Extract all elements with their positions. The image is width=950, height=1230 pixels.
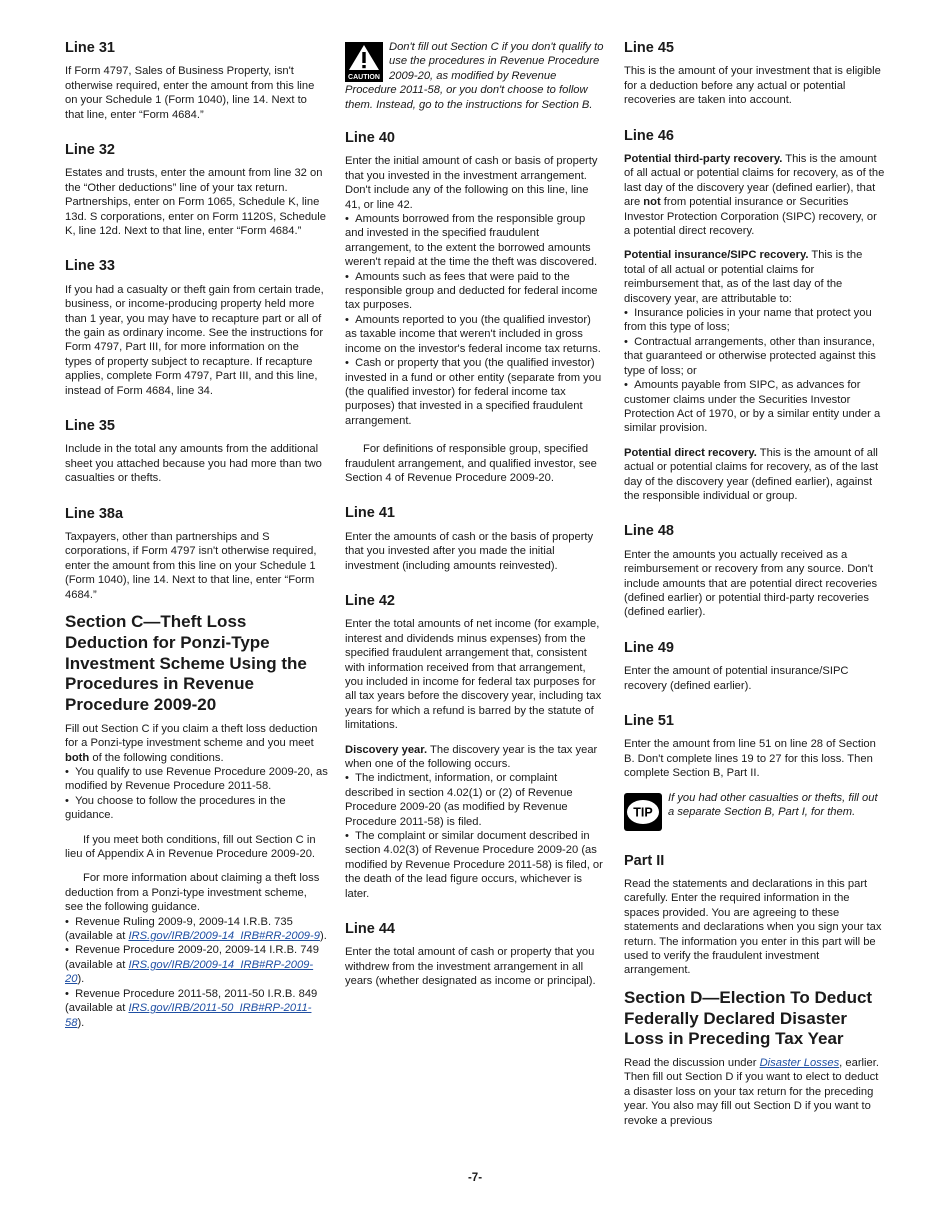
line-45-section xyxy=(624,40,886,108)
caution-icon xyxy=(345,42,383,82)
reference-end: ). xyxy=(77,973,85,986)
line-33-section xyxy=(65,258,328,398)
section-c-intro-end: of the following conditions. xyxy=(89,751,224,764)
caution-text: Don't fill out Section C if you don't qualify to use the procedures in Revenue Procedure 2009-20, as modified by Revenue Procedure 2011-58, or you don't choose to follow them. Instead, go to the instructions for Section B. xyxy=(345,41,604,111)
line-32-section xyxy=(65,142,328,238)
line-31-section xyxy=(65,40,328,122)
discovery-year-label: Discovery year. xyxy=(345,743,428,756)
section-c-intro-text: Fill out Section C if you claim a theft loss deduction for a Ponzi-type investment scheme and you meet xyxy=(65,722,318,750)
line-44-section xyxy=(345,921,605,989)
direct-recovery-para xyxy=(624,446,886,504)
column-1 xyxy=(65,40,328,1030)
reference-text: Revenue Procedure 2009-20, 2009-14 I.R.B. 749 (available at xyxy=(65,944,319,971)
section-c-heading: Section C—Theft Loss Deduction for Ponzi-Type Investment Scheme Using the Procedures in Revenue Procedure 2009-20 xyxy=(65,612,307,715)
line-40-definitions: For definitions of responsible group, specified fraudulent arrangement, and qualified investor, see Section 4 of Revenue Procedure 2009-20. xyxy=(345,443,597,484)
irb-link-rp-2011-58[interactable]: IRS.gov/IRB/2011-50_IRB#RP-2011-58 xyxy=(65,1002,312,1029)
line-32-heading: Line 32 xyxy=(65,142,115,159)
list-item: • The indictment, information, or complaint described in section 4.02(1) or (2) of Revenue Procedure 2009-20 (as modified by Revenue Procedure 2011-58) is filed. xyxy=(345,771,605,829)
reference-item xyxy=(65,987,328,1030)
line-49-text: Enter the amount of potential insurance/SIPC recovery (defined earlier). xyxy=(624,665,849,692)
line-31-heading: Line 31 xyxy=(65,40,115,56)
part-2-heading: Part II xyxy=(624,852,665,869)
caution-icon-label: CAUTION xyxy=(348,74,380,81)
line-51-section xyxy=(624,713,886,781)
tip-note xyxy=(624,791,886,831)
third-party-recovery-bold: not xyxy=(643,196,661,209)
list-item: • The complaint or similar document described in section 4.02(3) of Revenue Procedure 2009-20 (as modified by Revenue Procedure 2011-58) is filed, or the death of the lead figure occurs, whichever is later. xyxy=(345,829,605,901)
line-33-heading: Line 33 xyxy=(65,258,115,275)
direct-recovery-label: Potential direct recovery. xyxy=(624,446,757,459)
disaster-losses-link[interactable]: Disaster Losses xyxy=(759,1057,840,1070)
line-51-heading: Line 51 xyxy=(624,712,674,729)
line-33-text: If you had a casualty or theft gain from certain trade, business, or income-producing property held more than 1 year, you may have to recapture part or all of the gain as ordinary income. See the instructions for Form 4797, Part III, for more information on the types of property subject to recapture. If recapture applies, complete Form 4797, Part III, and this line, instead of Form 4684, line 34. xyxy=(65,283,324,397)
direct-recovery-text: This is the amount of all actual or potential claims for recovery, as of the last day of the discovery year (defined earlier), against the responsible individual or group. xyxy=(624,446,879,502)
line-40-text: Enter the initial amount of cash or basis of property that you invested in the investment arrangement. Don't include any of the following on this line, line 41, or line 42. xyxy=(345,155,598,211)
list-item: • Amounts reported to you (the qualified investor) as taxable income that weren't included in gross income on the investor's federal income tax returns. xyxy=(345,313,605,356)
reference-end: ). xyxy=(77,1016,85,1029)
tip-icon xyxy=(624,793,662,831)
discovery-year-para xyxy=(345,743,605,772)
tip-icon-label: TIP xyxy=(633,805,653,820)
reference-text: Revenue Procedure 2011-58, 2011-50 I.R.B. 849 (available at xyxy=(65,987,318,1015)
line-48-text: Enter the amounts you actually received as a reimbursement or recovery from any source. Don't include amounts that are potential direct recoveries (defined earlier) or potential third-party recoveries (defined earlier). xyxy=(624,548,878,619)
part-2-section xyxy=(624,853,886,978)
list-item: • Cash or property that you (the qualified investor) invested in a fund or other entity (separate from you (the qualified investor) for federal income tax purposes) that invested in a specified fraudulent arrangement. xyxy=(345,356,605,428)
line-40-section xyxy=(345,130,605,485)
discovery-year-text: The discovery year is the tax year when one of the following occurs. xyxy=(345,743,598,771)
section-c-intro xyxy=(65,722,328,765)
insurance-recovery-text: This is the total of all actual or potential claims for reimbursement that, as of the last day of the discovery year, are attributable to: xyxy=(624,249,863,305)
line-41-heading: Line 41 xyxy=(345,505,395,522)
column-2 xyxy=(345,40,605,1009)
line-35-text: Include in the total any amounts from the additional sheet you attached because you had more than two casualties or thefts. xyxy=(65,443,322,485)
line-46-heading: Line 46 xyxy=(624,127,674,144)
section-d-heading: Section D—Election To Deduct Federally Declared Disaster Loss in Preceding Tax Year xyxy=(624,987,873,1049)
line-35-heading: Line 35 xyxy=(65,418,115,435)
list-item: • You qualify to use Revenue Procedure 2009-20, as modified by Revenue Procedure 2011-58. xyxy=(65,765,328,794)
line-45-heading: Line 45 xyxy=(624,40,674,56)
list-item: • Amounts payable from SIPC, as advances for customer claims under the Securities Investor Protection Act of 1970, or by a similar entity under a similar provision. xyxy=(624,378,886,436)
insurance-recovery-para xyxy=(624,248,886,306)
irb-link-rr-2009-9[interactable]: IRS.gov/IRB/2009-14_IRB#RR-2009-9 xyxy=(128,930,320,943)
line-42-text: Enter the total amounts of net income (for example, interest and dividends minus expenses) from the specified fraudulent arrangement that, consistent with information received from that arrangement, you included in income for federal tax purposes for all tax years before the discovery year, including tax years for which a refund is barred by the statute of limitations. xyxy=(345,618,602,732)
line-44-text: Enter the total amount of cash or property that you withdrew from the investment arrangement in all years (whether designated as income or principal). xyxy=(345,946,596,988)
line-44-heading: Line 44 xyxy=(345,921,395,938)
reference-text: Revenue Ruling 2009-9, 2009-14 I.R.B. 735 (available at xyxy=(65,915,293,943)
line-41-section xyxy=(345,505,605,573)
line-38a-text: Taxpayers, other than partnerships and S corporations, if Form 4797 isn't otherwise required, enter the amount from this line on your Schedule 1 (Form 1040), line 14. Next to that line, enter “Form 4684.” xyxy=(65,531,317,601)
third-party-recovery-para xyxy=(624,152,886,238)
line-51-text: Enter the amount from line 51 on line 28 of Section B. Don't complete lines 19 to 27 for this loss. Then complete Section B, Part II. xyxy=(624,738,876,780)
line-46-section xyxy=(624,128,886,504)
reference-item xyxy=(65,915,328,944)
third-party-recovery-label: Potential third-party recovery. xyxy=(624,153,783,165)
list-item: • Contractual arrangements, other than insurance, that guaranteed or otherwise protected against this type of loss; or xyxy=(624,335,886,378)
section-d xyxy=(624,988,886,1128)
line-31-text: If Form 4797, Sales of Business Property, isn't otherwise required, enter the amount from this line on your Schedule 1 (Form 1040), line 14. Next to that line, enter “Form 4684.” xyxy=(65,65,315,121)
list-item: • You choose to follow the procedures in the guidance. xyxy=(65,794,328,823)
line-38a-heading: Line 38a xyxy=(65,505,124,522)
list-item: • Insurance policies in your name that protect you from this type of loss; xyxy=(624,306,886,335)
list-item: • Amounts such as fees that were paid to the responsible group and deducted for federal income tax purposes. xyxy=(345,270,605,313)
insurance-recovery-label: Potential insurance/SIPC recovery. xyxy=(624,249,809,262)
list-item: • Amounts borrowed from the responsible group and invested in the specified fraudulent arrangement, to the extent the borrowed amounts weren't repaid at the time the theft was discovered. xyxy=(345,212,605,270)
section-d-text-start: Read the discussion under xyxy=(624,1057,760,1070)
line-32-text: Estates and trusts, enter the amount from line 32 on the “Other deductions” line of your tax return. Partnerships, enter on Form 1065, Schedule K, line 13d. S corporations, enter on Form 1120S, Schedule K, line 12d. Next to that line, enter “Form 4684.” xyxy=(65,167,326,238)
section-d-text xyxy=(624,1056,886,1128)
caution-note xyxy=(345,40,605,112)
section-c-intro-bold: both xyxy=(65,751,90,764)
line-49-section xyxy=(624,640,886,693)
page-number: -7- xyxy=(467,1172,483,1184)
line-49-heading: Line 49 xyxy=(624,639,674,656)
reference-item xyxy=(65,943,328,986)
line-45-text: This is the amount of your investment that is eligible for a deduction before any actual or potential recoveries are taken into account. xyxy=(624,65,881,107)
line-48-heading: Line 48 xyxy=(624,523,674,540)
irb-link-rp-2009-20[interactable]: IRS.gov/IRB/2009-14_IRB#RP-2009-20 xyxy=(65,958,314,986)
part-2-text: Read the statements and declarations in this part carefully. Enter the required information in the spaces provided. You are agreeing to these statements and declarations when you sign your tax return. The information you enter in this part will be used to verify the fraudulent investment arrangement. xyxy=(624,877,882,977)
line-42-section xyxy=(345,593,605,901)
section-c xyxy=(65,612,328,1030)
line-35-section xyxy=(65,418,328,486)
line-42-heading: Line 42 xyxy=(345,592,395,609)
line-38a-section xyxy=(65,506,328,602)
line-41-text: Enter the amounts of cash or the basis of property that you invested after you made the initial investment (including amounts reinvested). xyxy=(345,530,594,572)
third-party-recovery-text: This is the amount of all actual or potential claims for recovery, as of the last day of the discovery year (defined earlier), that are xyxy=(624,153,885,209)
section-c-para-1: If you meet both conditions, fill out Section C in lieu of Appendix A in Revenue Procedure 2009-20. xyxy=(65,833,316,861)
line-48-section xyxy=(624,523,886,619)
reference-end: ). xyxy=(319,930,327,943)
section-d-text-end: , earlier. Then fill out Section D if you want to elect to deduct a disaster loss on your tax return for the preceding year. You also may fill out Section D if you want to revoke a previous xyxy=(624,1057,879,1127)
third-party-recovery-end: from potential insurance or Securities Investor Protection Corporation (SIPC) recovery, or a potential direct recovery. xyxy=(624,196,877,238)
column-3 xyxy=(624,40,886,1138)
line-40-heading: Line 40 xyxy=(345,130,395,147)
section-c-para-2: For more information about claiming a theft loss deduction from a Ponzi-type investment scheme, see the following guidance. xyxy=(65,872,320,914)
tip-text: If you had other casualties or thefts, fill out a separate Section B, Part I, for them. xyxy=(668,791,878,818)
